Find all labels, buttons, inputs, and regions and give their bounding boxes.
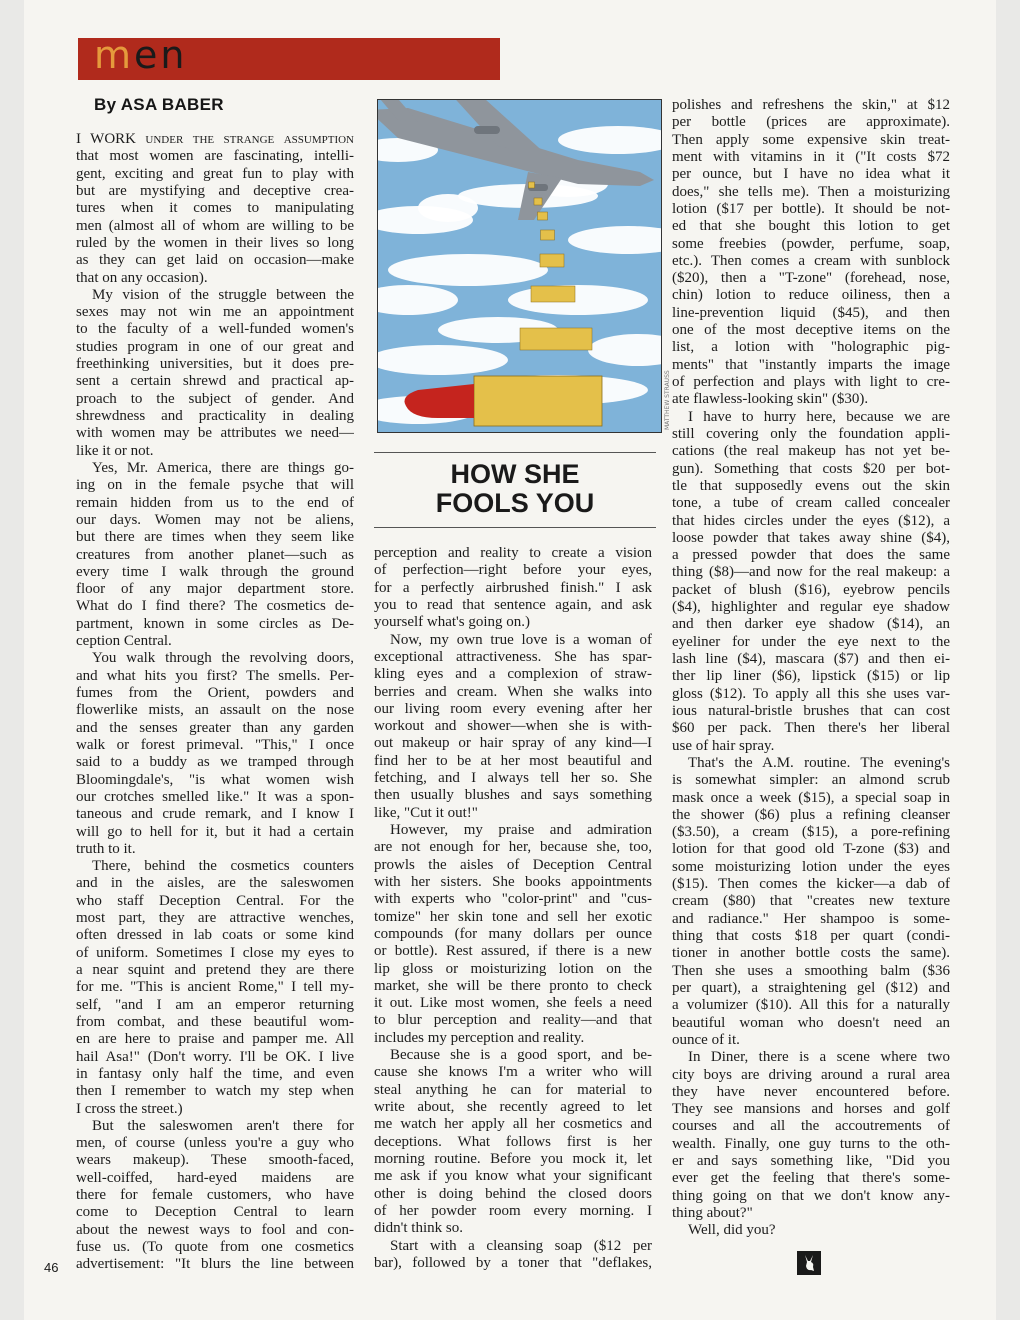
article-line: of her powder room every morning. I — [374, 1202, 652, 1219]
article-line: then usually blushes and says something — [374, 787, 652, 804]
article-line: of perfection and plays with light to cre- — [672, 374, 950, 390]
article-line: and what hits you first? The smells. Per- — [76, 667, 354, 684]
article-line: and then darker eye shadow ($14), an — [672, 616, 950, 633]
article-line: the shower ($6) plus a refining cleanser — [672, 806, 950, 823]
article-line: as they can get laid on occasion—make — [76, 252, 354, 269]
article-line: beautiful woman who doesn't need an — [672, 1014, 950, 1031]
article-line: some moisturizing lotion under the eyes — [672, 858, 950, 875]
article-line: it out. Like most women, she feels a need — [374, 995, 652, 1012]
article-line: line-prevention liquid ($45), and then — [672, 304, 950, 321]
article-line: fetching, and I always tell her so. She — [374, 770, 652, 787]
article-line: but are mystifying and deceptive crea- — [76, 182, 354, 199]
article-line: tle that supposedly evens out the skin — [672, 477, 950, 494]
article-line: well-coiffed, hard-eyed maidens are — [76, 1169, 354, 1186]
article-line: that hides circles under the eyes ($12), a — [672, 512, 950, 529]
article-line: wealth. Finally, one guy turns to the oth- — [672, 1135, 950, 1152]
article-line: Well, did you? — [688, 1222, 776, 1239]
article-line: ate flawless-looking skin" ($30). — [672, 391, 869, 408]
article-line: loose powder that takes away shine ($4), — [672, 529, 950, 546]
headline-line-2: FOOLS YOU — [435, 488, 595, 518]
section-banner — [78, 33, 500, 80]
section-title-rest: en — [134, 33, 188, 77]
article-line: Start with a cleansing soap ($12 per — [390, 1237, 652, 1254]
article-line: and radiance." Her shampoo is some- — [672, 910, 950, 927]
article-line: market, she will be there pronto to check — [374, 977, 652, 994]
article-line: a pressed powder that does the same — [672, 547, 950, 564]
article-line: creatures from another planet—such as — [76, 546, 354, 563]
article-column-2 — [374, 545, 652, 1272]
falling-lipstick — [538, 212, 548, 220]
article-line: thing ($8)—and now for the real makeup: a — [672, 564, 950, 581]
article-line: includes my perception and reality. — [374, 1029, 585, 1046]
article-line: I have to hurry here, because we are — [688, 408, 950, 425]
article-line: ($20), then a "T-zone" (forehead, nose, — [672, 270, 950, 287]
article-line: is somewhat simpler: an almond scrub — [672, 772, 950, 789]
article-line: bar), followed by a toner that "deflakes, — [374, 1254, 652, 1271]
article-line: with her sisters. She books appointments — [374, 873, 652, 890]
article-line: I WORK under the strange assumption — [76, 131, 354, 147]
article-line: thing that costs $18 per quart (condi- — [672, 928, 950, 944]
article-line: one of the most deceptive items on the — [672, 322, 950, 339]
article-line: tomize" her skin tone and sell her exotic — [374, 908, 652, 925]
article-line: There, behind the cosmetics counters — [92, 858, 354, 875]
article-line: $60 per pack. Then there's her liberal — [672, 720, 950, 737]
headline-rule-top — [374, 452, 656, 453]
article-line: per bottle (prices are approximate). — [672, 114, 950, 131]
article-illustration — [377, 99, 662, 433]
article-line: remain hidden from us to the end of — [76, 494, 354, 511]
article-line: to blur perception and reality—and that — [374, 1012, 652, 1029]
article-line: But the saleswomen aren't there for — [92, 1117, 354, 1134]
article-line: prowls the aisles of Deception Central — [374, 856, 652, 873]
article-line: tioner in another bottle costs the same). — [672, 945, 950, 962]
article-line: perception and reality to create a vision — [374, 545, 652, 561]
article-line: thing about?" — [672, 1205, 753, 1221]
article-headline — [374, 460, 656, 518]
article-line: workout and shower—when she is with- — [374, 718, 652, 735]
article-line: truth to it. — [76, 840, 136, 857]
article-line: thing going on that we don't know any- — [672, 1187, 950, 1204]
large-lipstick-case — [474, 376, 602, 426]
article-line: are not enough for her, because she, too, — [374, 839, 652, 856]
article-line: cream ($80) that "creates new texture — [672, 893, 950, 910]
article-line: like it or not. — [76, 442, 154, 459]
article-line: studies program in one of our great and — [76, 338, 354, 355]
article-line: ever get the feeling that there's some- — [672, 1170, 950, 1187]
article-line: That's the A.M. routine. The evening's — [688, 754, 950, 771]
falling-lipstick — [540, 254, 564, 267]
article-line: come to Deception Central to learn — [76, 1204, 354, 1221]
article-line: they have never encountered before. — [672, 1083, 950, 1100]
article-line: me watch her apply all her cosmetics and — [374, 1116, 652, 1133]
article-line: cause she knows I'm a writer who will — [374, 1064, 652, 1081]
article-line: Bloomingdale's, "is what women wish — [76, 771, 354, 788]
article-line: that on any occasion). — [76, 269, 208, 286]
falling-lipstick — [529, 182, 535, 188]
article-line: steal anything he can for material to — [374, 1081, 652, 1098]
article-line: berries and cream. When she walks into — [374, 683, 652, 700]
falling-lipstick — [520, 328, 592, 350]
article-line: city boys are driving around a rural area — [672, 1066, 950, 1083]
article-line: out makeup or hair spray of any kind—I — [374, 735, 652, 752]
section-title — [94, 34, 188, 76]
article-line: Now, my own true love is a woman of — [390, 631, 652, 648]
article-line: to the faculty of a well-funded women's — [76, 321, 354, 338]
article-line: said to a buddy as we tramped through — [76, 754, 354, 771]
article-column-3 — [672, 97, 950, 1240]
article-line: of uniform. Sometimes I close my eyes to — [76, 944, 354, 961]
section-title-highlight: m — [94, 33, 135, 77]
article-line: with experts who "color-print" and "cus- — [374, 891, 652, 908]
article-line: Yes, Mr. America, there are things go- — [92, 459, 354, 476]
article-line: per ounce, but I have no idea what it — [672, 166, 950, 183]
article-line: exceptional attractiveness. She has spar- — [374, 648, 652, 665]
article-line: sexes may not win me an appointment — [76, 304, 354, 321]
article-line: cations (the real makeup has not yet be- — [672, 443, 950, 460]
article-line: ious natural-bristle brushes that can cost — [672, 702, 950, 719]
article-line: our living room every evening after her — [374, 700, 652, 717]
article-line: courses and all the accoutrements of — [672, 1118, 950, 1135]
article-line: er and says something like, "Did you — [672, 1153, 950, 1170]
article-line: lash line ($4), mascara ($7) and then ei- — [672, 651, 950, 667]
article-line: gloss ($12). To apply all this she uses var- — [672, 685, 950, 702]
article-line: with women may be attributes we need— — [76, 425, 354, 442]
article-line: or bottle). Rest assured, if there is a new — [374, 943, 652, 960]
article-line: me ask if you know what your significant — [374, 1168, 652, 1185]
article-line: chin) lotion to reduce oiliness, then a — [672, 287, 950, 304]
article-line: gun). Something that costs $20 per bot- — [672, 460, 950, 477]
article-line: flowerlike mists, an assault on the nose — [76, 702, 354, 719]
article-line: ther lip liner ($6), lipstick ($15) or lip — [672, 668, 950, 685]
rabbit-head-logo-icon — [797, 1251, 821, 1275]
article-line: tures when it comes to manipulating — [76, 200, 354, 217]
article-line: every time I walk through the ground — [76, 563, 354, 580]
article-line: partment, known in some circles as De- — [76, 615, 354, 632]
article-line: lotion ($17 per bottle). It should be not- — [672, 200, 950, 217]
article-line: proach to the subject of gender. And — [76, 390, 354, 407]
byline: By ASA BABER — [94, 95, 224, 114]
article-line: our crotches smelled like." It was a spon- — [76, 788, 354, 805]
article-line: does," she tells me). Then a moisturizing — [672, 183, 950, 200]
article-line: men, of course (unless you're a guy who — [76, 1135, 354, 1152]
article-line: ($3.50), a cream ($15), a pore-refining — [672, 824, 950, 841]
article-line: men (almost all of whom are willing to be — [76, 217, 354, 234]
falling-lipstick — [541, 230, 555, 240]
article-line: use of hair spray. — [672, 737, 775, 754]
article-line: like, "Cut it out!" — [374, 804, 478, 821]
article-line: a near squint and pretend they are there — [76, 962, 354, 978]
article-line: a volumizer ($10). All this for a naturally — [672, 997, 950, 1014]
article-line: still covering only the foundation appli- — [672, 425, 950, 442]
article-line: floor of any major department store. — [76, 581, 354, 598]
article-line: My vision of the struggle between the — [92, 286, 354, 303]
article-line: You walk through the revolving doors, — [92, 650, 354, 667]
headline-line-1: HOW SHE — [450, 459, 580, 489]
article-line: compounds (for many dollars per ounce — [374, 925, 652, 942]
article-line: en are here to praise and pamper me. All — [76, 1031, 354, 1048]
article-line: didn't think so. — [374, 1220, 463, 1237]
article-line: deceptions. What follows first is her — [374, 1133, 652, 1150]
article-line: self, "and I am an emperor returning — [76, 996, 354, 1013]
article-line: wears makeup). These smooth-faced, — [76, 1152, 354, 1169]
article-line: I cross the street.) — [76, 1100, 183, 1117]
article-line: mask once a week ($15), a special soap in — [672, 789, 950, 806]
article-line: for me. "This is ancient Rome," I tell my- — [76, 979, 354, 996]
article-line: ment with vitamins in it ("It costs $72 — [672, 148, 950, 165]
page-number: 46 — [44, 1260, 59, 1275]
article-line: Because she is a good sport, and be- — [390, 1047, 652, 1064]
article-line: you to read that sentence again, and ask — [374, 596, 652, 613]
article-line: ounce of it. — [672, 1031, 740, 1048]
article-line: most part, they are attractive wenches, — [76, 910, 354, 927]
falling-lipstick — [531, 286, 575, 302]
article-line: ($4), highlighter and regular eye shadow — [672, 599, 950, 616]
article-line: of perfection—right before your eyes, — [374, 562, 652, 579]
article-line: ing on in the female psyche that will — [76, 477, 354, 494]
article-line: etc.). Then comes a cream with sunblock — [672, 252, 950, 269]
article-line: will go to hell for it, but it had a certain — [76, 823, 354, 840]
article-line: Then she uses a smoothing balm ($36 — [672, 962, 950, 979]
article-line: kling eyes and a complexion of straw- — [374, 666, 652, 683]
article-line: from combat, and these beautiful wom- — [76, 1013, 354, 1030]
article-line: walk or forest primeval. "This," I once — [76, 736, 354, 753]
article-line: ($15). Then comes the kicker—a dab of — [672, 876, 950, 893]
article-column-1 — [76, 131, 354, 1274]
article-line: shrewdness and practicality in dealing — [76, 408, 354, 424]
article-line: sent a certain shrewd and practical ap- — [76, 373, 354, 390]
article-line: lip gloss or moisturizing lotion on the — [374, 960, 652, 977]
article-line: What do I find there? The cosmetics de- — [76, 598, 354, 615]
article-line: taneous and crude remark, and I know I — [76, 806, 354, 823]
article-line: about the newest ways to fool and con- — [76, 1221, 354, 1238]
article-line: for a perfectly airbrushed finish." I ask — [374, 579, 652, 596]
article-line: then I remember to watch my step when — [76, 1083, 354, 1100]
article-line: find her to be at her most beautiful and — [374, 752, 652, 769]
article-line: write about, she recently agreed to let — [374, 1099, 652, 1115]
plane-dropping-lipsticks-illustration — [378, 100, 661, 432]
article-line: packet of blush ($16), eyebrow pencils — [672, 581, 950, 598]
article-line: lotion for that good old T-zone ($3) and — [672, 841, 950, 858]
article-line: eyeliner for under the eye next to the — [672, 633, 950, 650]
article-line: our days. Women may not be aliens, — [76, 511, 354, 528]
article-line: some freebies (powder, perfume, soap, — [672, 235, 950, 252]
article-line: morning routine. Before you mock it, let — [374, 1150, 652, 1167]
article-line: yourself what's going on.) — [374, 614, 531, 631]
illustration-credit: MATTHEW STRAUSS — [664, 370, 671, 430]
article-line: that most women are fascinating, intelli- — [76, 148, 354, 165]
article-line: ception Central. — [76, 633, 172, 650]
article-line: list, a lotion with "holographic pig- — [672, 339, 950, 356]
article-line: However, my praise and admiration — [390, 822, 652, 838]
article-line: advertisement: "It blurs the line between — [76, 1256, 354, 1273]
article-line: gent, exciting and great fun to play with — [76, 165, 354, 182]
falling-lipstick — [534, 198, 542, 205]
article-line: fuse us. (To quote from one cosmetics — [76, 1239, 354, 1255]
article-line: fumes from the Orient, powders and — [76, 685, 354, 701]
article-line: in fantasy only half the time, and even — [76, 1065, 354, 1082]
article-line: and the senses greater than any garden — [76, 719, 354, 736]
article-line: polishes and refreshens the skin," at $12 — [672, 97, 950, 113]
article-line: per quart), a straightening gel ($12) and — [672, 979, 950, 996]
article-line: In Diner, there is a scene where two — [688, 1049, 950, 1066]
article-line: ments" that "instantly imparts the image — [672, 356, 950, 373]
article-line: ruled by the women in their lives so long — [76, 234, 354, 251]
article-line: ed that she bought this lotion to get — [672, 218, 950, 235]
article-line: who staff Deception Central. For the — [76, 892, 354, 909]
article-line: there for female customers, who have — [76, 1187, 354, 1204]
article-line: hail Asa!" (Don't worry. I'll be OK. I live — [76, 1048, 354, 1065]
article-line: They see mansions and horses and golf — [672, 1101, 950, 1118]
article-line: other is doing behind the closed doors — [374, 1185, 652, 1202]
article-line: tone, a tube of cream called concealer — [672, 495, 950, 512]
article-line: Then apply some expensive skin treat- — [672, 131, 950, 148]
headline-rule-bottom — [374, 527, 656, 528]
article-line: and in the aisles, are the saleswomen — [76, 875, 354, 892]
article-line: often dressed in lab coats or some kind — [76, 927, 354, 944]
article-line: but there are times when they seem like — [76, 529, 354, 546]
article-line: freethinking universities, but it does pre- — [76, 356, 354, 373]
